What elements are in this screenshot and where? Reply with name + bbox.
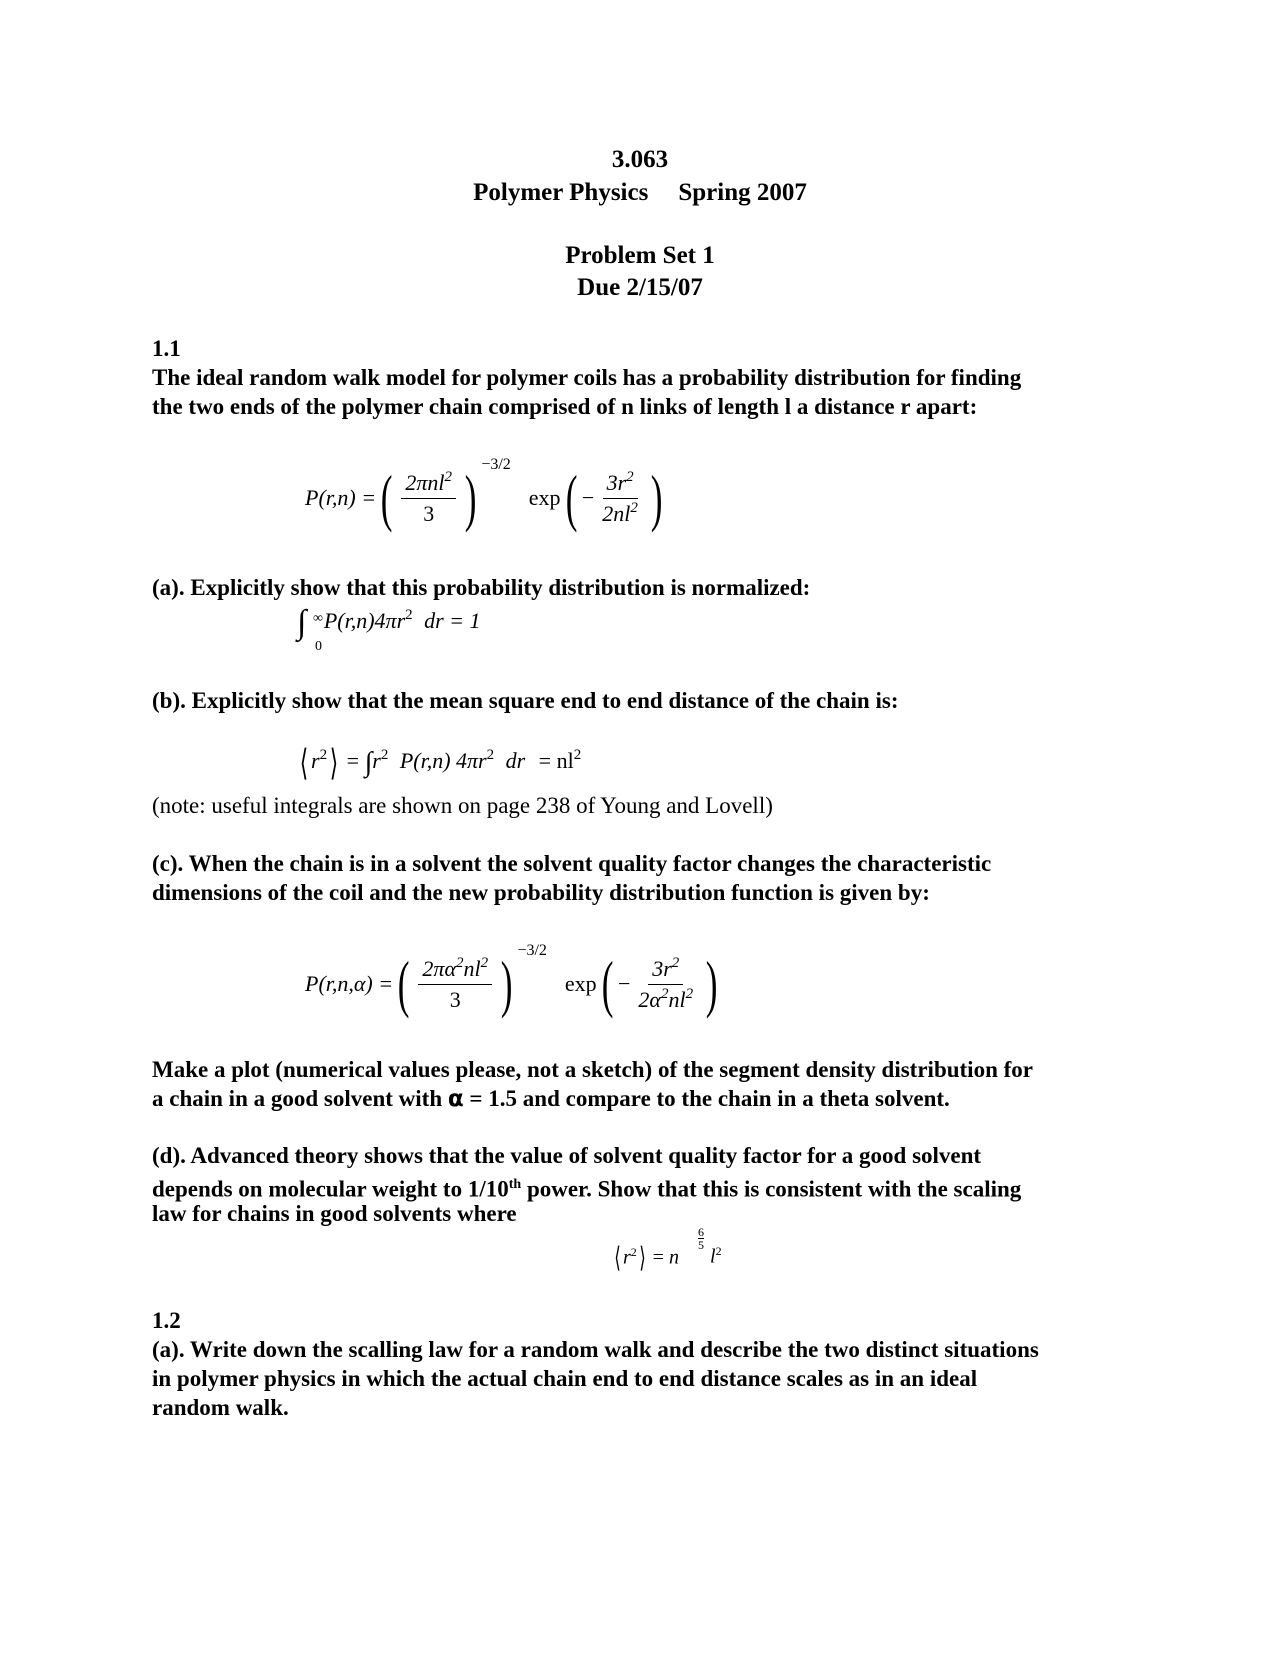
eq-c-frac-num-mid: nl <box>463 955 481 981</box>
part-a-text: (a). Explicitly show that this probability distribution is normalized: <box>152 575 811 600</box>
equation-solvent-distribution <box>305 944 722 1024</box>
right-angle: ⟩ <box>329 743 339 783</box>
eq-a-exp: 2 <box>405 607 413 623</box>
eq-a-tail: dr = 1 <box>424 608 481 633</box>
problem-set-title: Problem Set 1 <box>565 242 715 269</box>
eq-b-r: r <box>311 748 320 774</box>
plot-line2-pre: a chain in a good solvent with <box>152 1086 448 1111</box>
eq1-frac-num: 2πnl <box>405 469 445 495</box>
eq-c-exp-den: 2α <box>638 986 661 1012</box>
problem-number-1-2: 1.2 <box>152 1308 181 1333</box>
eq-c-power: −3/2 <box>517 942 547 959</box>
course-title: Polymer Physics <box>473 179 649 206</box>
left-angle: ⟨ <box>299 743 309 783</box>
eq1-frac-den: 3 <box>423 500 435 526</box>
eq1-exp-num-exp: 2 <box>626 468 634 485</box>
eq-b-body-exp: 2 <box>486 747 495 764</box>
integral-sign: ∫ <box>297 603 307 641</box>
exponent-fraction <box>698 1226 704 1251</box>
eq-c-exp-den-exp1: 2 <box>660 985 669 1002</box>
problem-1-1-intro-line2: the two ends of the polymer chain comprised of n links of length l a distance r apart: <box>152 394 978 419</box>
eq-c-frac-den: 3 <box>449 986 461 1012</box>
part-b-text: (b). Explicitly show that the mean square end to end distance of the chain is: <box>152 688 899 713</box>
part-c-line2: dimensions of the coil and the new probability distribution function is given by: <box>152 880 930 905</box>
problem-1-2-line2: in polymer physics in which the actual chain end to end distance scales as in an ideal <box>152 1366 978 1391</box>
plot-instruction-line2 <box>152 1084 950 1114</box>
eq-d-n: n <box>668 1246 679 1269</box>
eq-a-body: P(r,n)4πr <box>323 608 406 633</box>
eq-c-frac-num-exp1: 2 <box>456 954 464 971</box>
part-d-superscript: th <box>508 1177 522 1192</box>
integral-lower-limit: 0 <box>315 639 322 654</box>
eq-b-r2-exp: 2 <box>380 747 389 764</box>
eq-c-exp-fraction <box>634 956 697 1013</box>
left-paren: ( <box>397 948 410 1019</box>
part-d-line2-pre: depends on molecular weight to 1/10 <box>152 1176 509 1202</box>
problem-1-2-line1: (a). Write down the scalling law for a random walk and describe the two distinct situations <box>152 1337 1039 1362</box>
eq1-exp-fraction <box>598 470 642 527</box>
eq-b-tail: dr <box>505 748 526 774</box>
course-title-line <box>0 179 1280 207</box>
problem-number-1-1: 1.1 <box>152 336 181 361</box>
eq-c-minus: − <box>617 971 631 996</box>
course-term: Spring 2007 <box>678 179 807 206</box>
eq-b-body: P(r,n) 4πr <box>399 748 487 774</box>
equation-probability-distribution <box>305 458 667 538</box>
right-paren: ) <box>464 462 477 533</box>
equation-normalization <box>297 603 537 654</box>
problem-1-1-intro-line1: The ideal random walk model for polymer coils has a probability distribution for finding <box>152 365 1022 390</box>
eq1-exp-den: 2nl <box>602 500 631 526</box>
eq-b-r-exp: 2 <box>319 747 328 764</box>
eq1-power: −3/2 <box>481 456 511 473</box>
eq-d-equals: = <box>652 1246 664 1269</box>
eq-b-equals: = <box>346 748 360 774</box>
eq1-frac-num-exp: 2 <box>444 468 453 485</box>
part-d-line2-post: power. Show that this is consistent with the scaling <box>521 1176 1022 1202</box>
plot-instruction-line1: Make a plot (numerical values please, not a sketch) of the segment density distribution for <box>152 1057 1033 1082</box>
eq1-fraction <box>401 470 456 527</box>
eq-c-frac-num: 2πα <box>422 955 456 981</box>
scaling-lhs: ⟨ $r^2⟩ = n$ <box>614 1243 679 1274</box>
right-paren: ) <box>705 948 718 1019</box>
eq-c-frac-num-exp2: 2 <box>480 954 489 971</box>
eq-c-lhs: P(r,n,α) = <box>305 971 394 996</box>
right-paren: ) <box>500 948 513 1019</box>
left-paren: ( <box>380 462 393 533</box>
eq-c-exp-num-exp: 2 <box>671 954 680 971</box>
note-text: (note: useful integrals are shown on page 238 of Young and Lovell) <box>152 793 773 818</box>
integral-upper-limit: ∞ <box>313 611 323 626</box>
eq-d-r: r <box>622 1246 631 1269</box>
problem-1-2-line3: random walk. <box>152 1395 289 1420</box>
alpha-symbol: α <box>447 1086 464 1112</box>
eq-c-exp-den-mid: nl <box>668 986 686 1012</box>
part-d-line1: (d). Advanced theory shows that the value of solvent quality factor for a good solvent <box>152 1143 982 1168</box>
eq-d-exp-num: 6 <box>698 1225 704 1239</box>
eq1-exp-den-exp: 2 <box>630 499 638 516</box>
due-date: Due 2/15/07 <box>577 274 703 301</box>
eq-c-exp-den-exp2: 2 <box>685 985 694 1002</box>
eq1-exp-label: exp <box>528 485 561 510</box>
left-paren: ( <box>601 948 614 1019</box>
eq-c-fraction <box>418 956 492 1013</box>
left-paren: ( <box>565 462 578 533</box>
eq1-lhs: P(r,n) = <box>305 485 377 510</box>
eq1-minus: − <box>581 485 595 510</box>
eq-b-r2: r <box>372 748 381 774</box>
course-number: 3.063 <box>611 146 669 173</box>
part-d-line3: law for chains in good solvents where <box>152 1201 517 1226</box>
equation-scaling-law <box>612 1226 732 1278</box>
equation-mean-square <box>297 743 582 784</box>
plot-line2-post: = 1.5 and compare to the chain in a theta solvent. <box>463 1086 950 1111</box>
integral-sign: ∫ <box>364 747 373 778</box>
scaling-l <box>710 1244 722 1269</box>
eq-b-result: = nl <box>538 748 574 774</box>
eq-d-exp-den: 5 <box>698 1238 704 1252</box>
eq-d-r-exp: 2 <box>630 1244 637 1259</box>
part-c-line1: (c). When the chain is in a solvent the solvent quality factor changes the characteristic <box>152 851 992 876</box>
eq-d-l: l <box>710 1245 716 1268</box>
eq-b-result-exp: 2 <box>573 747 582 764</box>
eq1-exp-num: 3r <box>606 469 627 495</box>
right-paren: ) <box>650 462 663 533</box>
eq-c-exp-label: exp <box>564 971 597 996</box>
eq-c-exp-num: 3r <box>652 955 672 981</box>
eq-d-l-exp: 2 <box>715 1244 722 1258</box>
